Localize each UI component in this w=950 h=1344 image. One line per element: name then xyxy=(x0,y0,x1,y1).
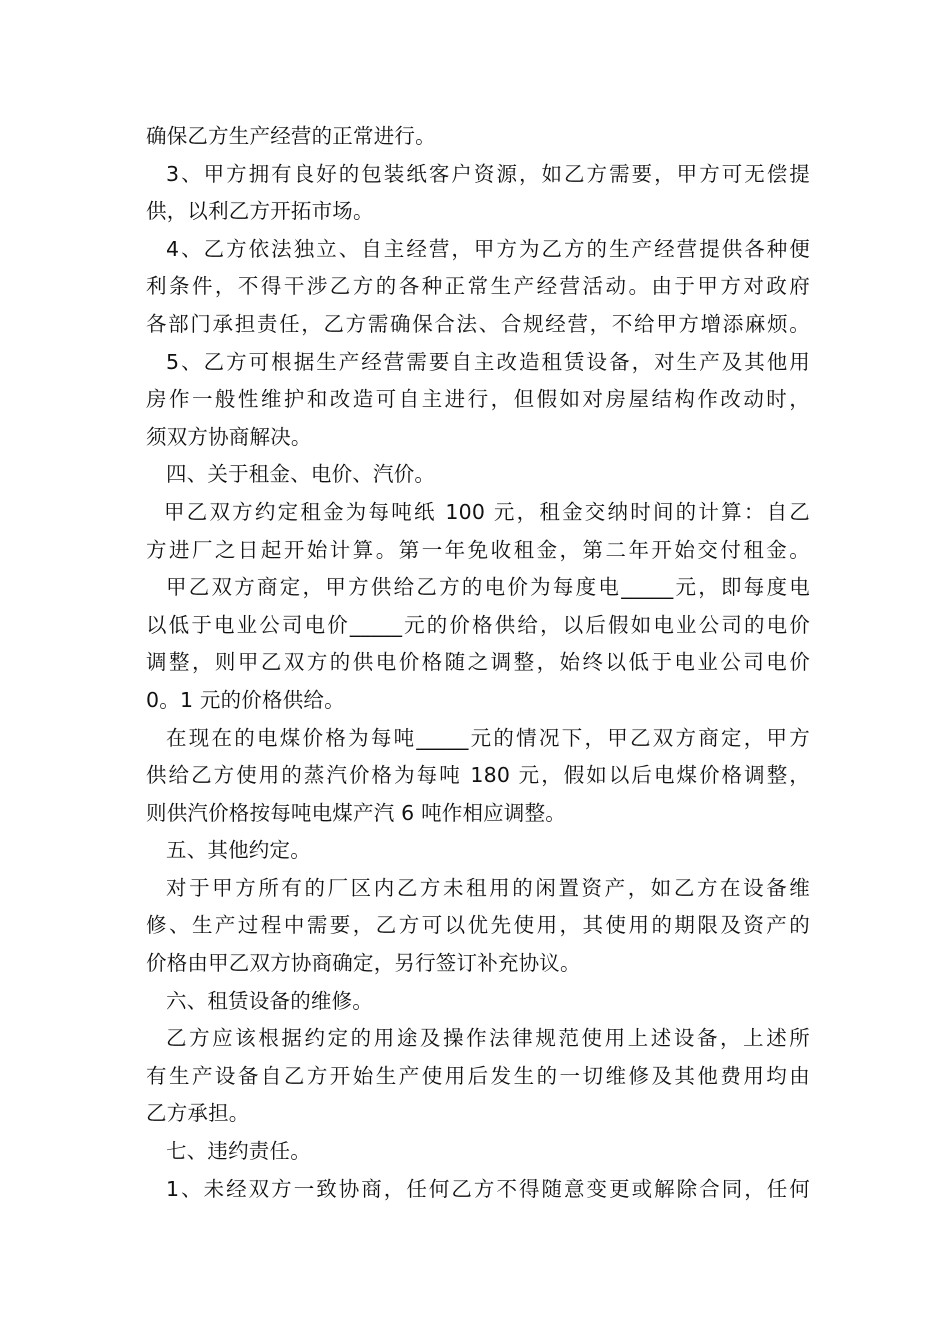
text-line: 甲乙双方约定租金为每吨纸 100 元，租金交纳时间的计算：自乙 xyxy=(164,499,810,524)
document-page xyxy=(146,118,810,1208)
text-line: 供给乙方使用的蒸汽价格为每吨 180 元，假如以后电煤价格调整， xyxy=(146,763,810,788)
text-line: 利条件，不得干涉乙方的各种正常生产经营活动。由于甲方对政府 xyxy=(146,274,810,299)
text-line: 甲乙双方商定，甲方供给乙方的电价为每度电_____元，即每度电 xyxy=(166,575,810,600)
text-line: 各部门承担责任，乙方需确保合法、合规经营，不给甲方增添麻烦。 xyxy=(146,311,810,336)
text-line: 乙方承担。 xyxy=(146,1101,250,1126)
text-line: 价格由甲乙双方协商确定，另行签订补充协议。 xyxy=(146,951,581,976)
text-line: 七、违约责任。 xyxy=(166,1139,311,1164)
text-line: 5、乙方可根据生产经营需要自主改造租赁设备，对生产及其他用 xyxy=(166,349,810,374)
text-line: 4、乙方依法独立、自主经营，甲方为乙方的生产经营提供各种便 xyxy=(166,236,810,261)
text-line: 以低于电业公司电价_____元的价格供给，以后假如电业公司的电价 xyxy=(146,612,810,637)
text-line: 调整，则甲乙双方的供电价格随之调整，始终以低于电业公司电价 xyxy=(146,650,810,675)
text-line: 四、关于租金、电价、汽价。 xyxy=(166,462,436,487)
text-line: 乙方应该根据约定的用途及操作法律规范使用上述设备，上述所 xyxy=(166,1026,810,1051)
text-line: 0。1 元的价格供给。 xyxy=(146,687,345,712)
text-line: 方进厂之日起开始计算。第一年免收租金，第二年开始交付租金。 xyxy=(146,537,810,562)
text-line: 须双方协商解决。 xyxy=(146,424,312,449)
text-line: 则供汽价格按每吨电煤产汽 6 吨作相应调整。 xyxy=(146,800,566,825)
text-line: 六、租赁设备的维修。 xyxy=(166,988,373,1013)
text-line: 确保乙方生产经营的正常进行。 xyxy=(146,124,436,148)
text-line: 1、未经双方一致协商，任何乙方不得随意变更或解除合同，任何 xyxy=(166,1176,810,1201)
text-line: 3、甲方拥有良好的包装纸客户资源，如乙方需要，甲方可无偿提 xyxy=(166,161,810,186)
text-line: 供，以利乙方开拓市场。 xyxy=(146,199,374,224)
text-line: 五、其他约定。 xyxy=(166,838,311,863)
text-line: 有生产设备自乙方开始生产使用后发生的一切维修及其他费用均由 xyxy=(146,1063,810,1088)
text-line: 房作一般性维护和改造可自主进行，但假如对房屋结构作改动时， xyxy=(146,387,810,412)
text-line: 在现在的电煤价格为每吨_____元的情况下，甲乙双方商定，甲方 xyxy=(166,725,810,750)
text-line: 对于甲方所有的厂区内乙方未租用的闲置资产，如乙方在设备维 xyxy=(166,875,810,900)
text-line: 修、生产过程中需要，乙方可以优先使用，其使用的期限及资产的 xyxy=(146,913,810,938)
